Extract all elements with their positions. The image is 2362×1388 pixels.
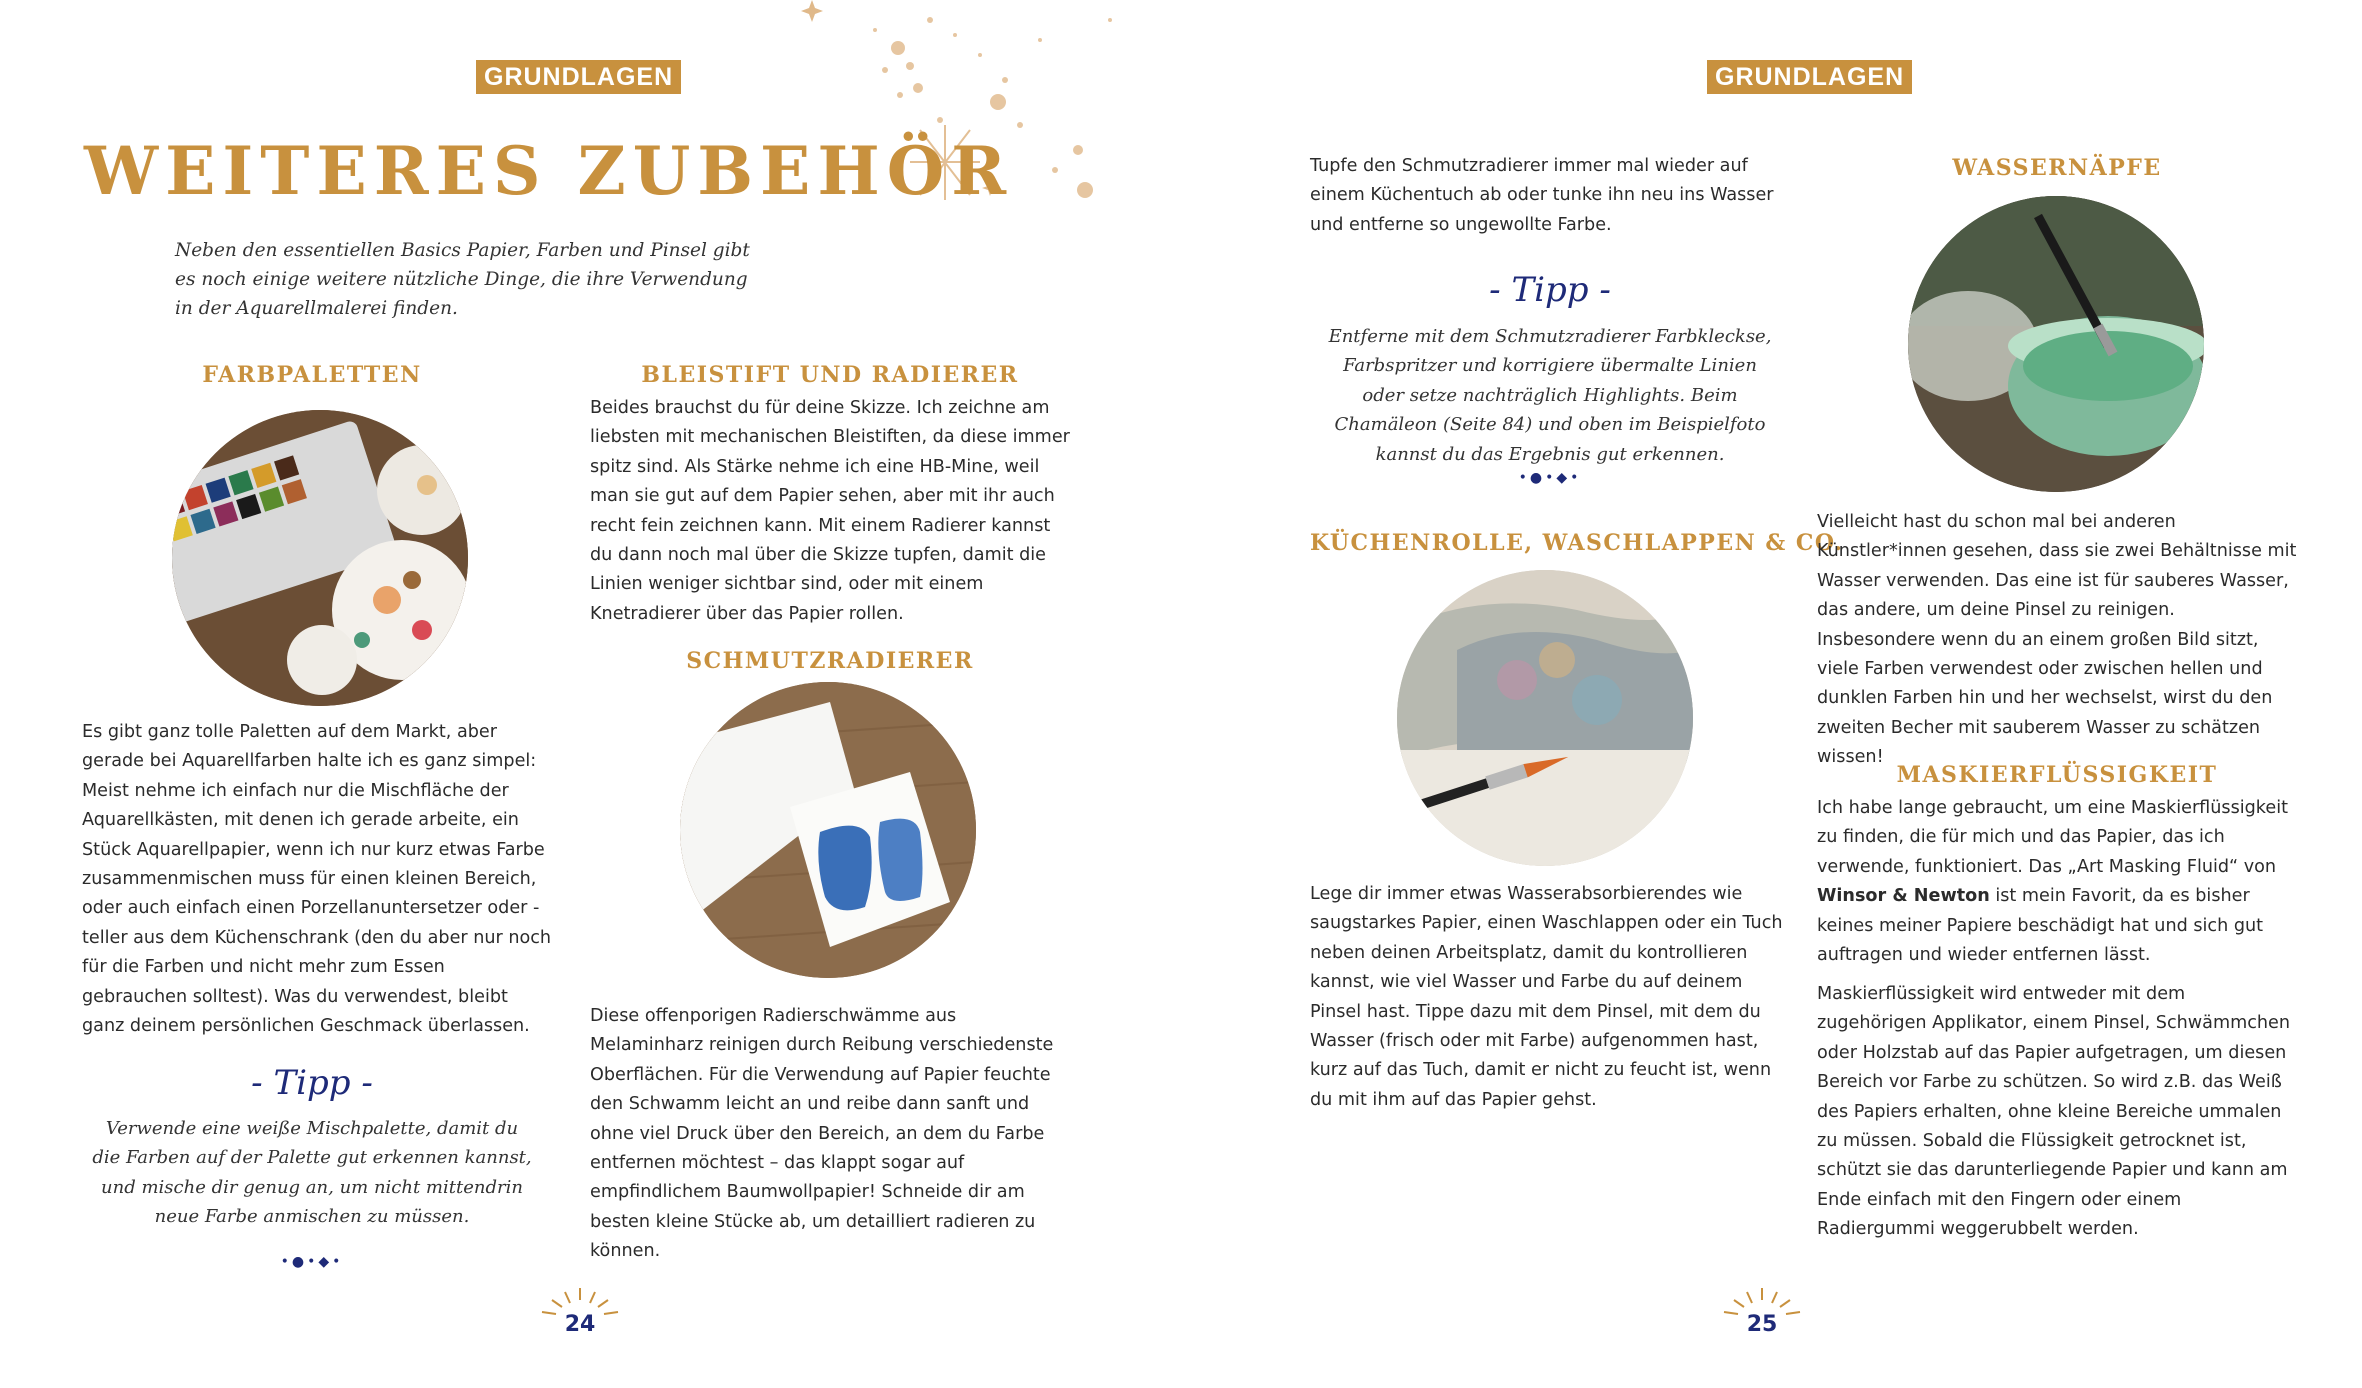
text-maskier-1	[1817, 794, 2297, 970]
text-maskier-2: Maskierflüssigkeit wird entweder mit dem zugehörigen Applikator, einem Pinsel, Schwämmchen oder Holzstab auf das Papier aufgetragen, um diesen Bereich vor Farbe zu schützen. So wird z.B. das Weiß des Papiers erhalten, ohne kleine Bereiche ummalen zu müssen. Sobald die Flüssigkeit getrocknet ist, schützt sie das darunterliegende Papier und kann am Ende einfach mit den Fingern oder einem Radiergummi weggerubbelt werden.	[1817, 984, 2291, 1240]
photo-schmutzradierer	[680, 682, 976, 978]
page-number: 25	[1746, 1312, 1778, 1337]
photo-kuechenrolle	[1397, 570, 1693, 866]
photo-farbpaletten	[172, 410, 468, 706]
heading-bleistift: BLEISTIFT UND RADIERER	[641, 362, 1019, 388]
right-page	[1181, 0, 2362, 1388]
heading-farbpaletten: FARBPALETTEN	[202, 362, 422, 388]
intro-text: Neben den essentiellen Basics Papier, Farben und Pinsel gibt es noch einige weitere nützliche Dinge, die ihre Verwendung in der Aquarellmalerei finden.	[175, 240, 750, 319]
section-badge: GRUNDLAGEN	[476, 60, 681, 94]
photo-wassernaepfe	[1908, 196, 2204, 492]
tipp-text-left: Verwende eine weiße Mischpalette, damit du die Farben auf der Palette gut erkennen kannst, und mische dir genug an, um nicht mittendrin neue Farbe anmischen zu müssen.	[92, 1118, 532, 1228]
water-jar-photo-illustration	[1908, 196, 2204, 492]
heading-kuechenrolle: KÜCHENROLLE, WASCHLAPPEN & CO.	[1310, 530, 1844, 556]
text-maskier-1a: Ich habe lange gebraucht, um eine Maskierflüssigkeit zu finden, die für mich und das Papier, das ich verwende, funktioniert. Das „Art Masking Fluid“ von	[1817, 798, 2288, 877]
tipp-ornament-right: •●•◆•	[1518, 470, 1582, 486]
tipp-ornament-left: •●•◆•	[280, 1254, 344, 1270]
palette-photo-illustration	[172, 410, 468, 706]
section-badge: GRUNDLAGEN	[1707, 60, 1912, 94]
page-title: WEITERES ZUBEHÖR	[84, 132, 1014, 210]
sponge-photo-illustration	[680, 682, 976, 978]
brand-winsor-newton: Winsor & Newton	[1817, 886, 1990, 907]
tipp-title-right: - Tipp -	[1489, 270, 1611, 310]
tipp-text-right: Entferne mit dem Schmutzradierer Farbkleckse, Farbspritzer und korrigiere übermalte Linien oder setze nachträglich Highlights. Beim Chamäleon (Seite 84) und oben im Beispielfoto kannst du das Ergebnis gut erkennen.	[1328, 326, 1772, 465]
towel-photo-illustration	[1397, 570, 1693, 866]
text-maskier-1b: ist mein Favorit, da es bisher keines meiner Papiere beschädigt hat und sich gut auftragen und wieder entfernen lässt.	[1817, 886, 2264, 966]
text-farbpaletten: Es gibt ganz tolle Paletten auf dem Markt, aber gerade bei Aquarellfarben halte ich es ganz simpel: Meist nehme ich einfach nur die Mischfläche der Aquarellkästen, mit denen ich gerade arbeite, ein Stück Aquarellpapier, wenn ich nur kurz etwas Farbe zusammenmischen muss für einen kleinen Bereich, oder auch einfach einen Porzellanuntersetzer oder -teller aus dem Küchenschrank (den du aber nur noch für die Farben und nicht mehr zum Essen gebrauchen solltest). Was du verwendest, bleibt ganz deinem persönlichen Geschmack überlassen.	[82, 722, 552, 1037]
text-wassernaepfe: Vielleicht hast du schon mal bei anderen Künstler*innen gesehen, dass sie zwei Behältnisse mit Wasser verwenden. Das eine ist für sauberes Wasser, das andere, um deine Pinsel zu reinigen. Insbesondere wenn du an einem großen Bild sitzt, viele Farben verwendest oder zwischen hellen und dunklen Farben hin und her wechselst, wirst du den zweiten Becher mit sauberem Wasser zu schätzen wissen!	[1817, 512, 2297, 768]
heading-schmutzradierer: SCHMUTZRADIERER	[686, 648, 974, 674]
text-schmutzradierer: Diese offenporigen Radierschwämme aus Melaminharz reinigen durch Reibung verschiedenste Oberflächen. Für die Verwendung auf Papier feuchte den Schwamm leicht an und reibe dann sanft und ohne viel Druck über den Bereich, an dem du Farbe entfernen möchtest – das klappt sogar auf empfindlichem Baumwollpapier! Schneide dir am besten kleine Stücke ab, um detailliert radieren zu können.	[590, 1006, 1054, 1262]
heading-wassernaepfe: WASSERNÄPFE	[1952, 155, 2162, 181]
text-tupfen: Tupfe den Schmutzradierer immer mal wieder auf einem Küchentuch ab oder tunke ihn neu ins Wasser und entferne so ungewollte Farbe.	[1310, 156, 1774, 235]
tipp-title-left: - Tipp -	[251, 1063, 373, 1103]
heading-maskierfluessigkeit: MASKIERFLÜSSIGKEIT	[1896, 762, 2218, 788]
text-bleistift: Beides brauchst du für deine Skizze. Ich zeichne am liebsten mit mechanischen Bleistiften, da diese immer spitz sind. Als Stärke nehme ich eine HB-Mine, weil man sie gut auf dem Papier sehen, aber mit ihr auch recht fein zeichnen kann. Mit einem Radierer kannst du dann noch mal über die Skizze tupfen, damit die Linien weniger sichtbar sind, oder mit einem Knetradierer über das Papier rollen.	[590, 398, 1070, 624]
page-number: 24	[564, 1312, 596, 1337]
text-kuechenrolle: Lege dir immer etwas Wasserabsorbierendes wie saugstarkes Papier, einen Waschlappen oder ein Tuch neben deinen Arbeitsplatz, damit du kontrollieren kannst, wie viel Wasser und Farbe du auf deinem Pinsel hast. Tippe dazu mit dem Pinsel, mit dem du Wasser (frisch oder mit Farbe) aufgenommen hast, kurz auf das Tuch, damit er nicht zu feucht ist, wenn du mit ihm auf das Papier gehst.	[1310, 884, 1783, 1110]
